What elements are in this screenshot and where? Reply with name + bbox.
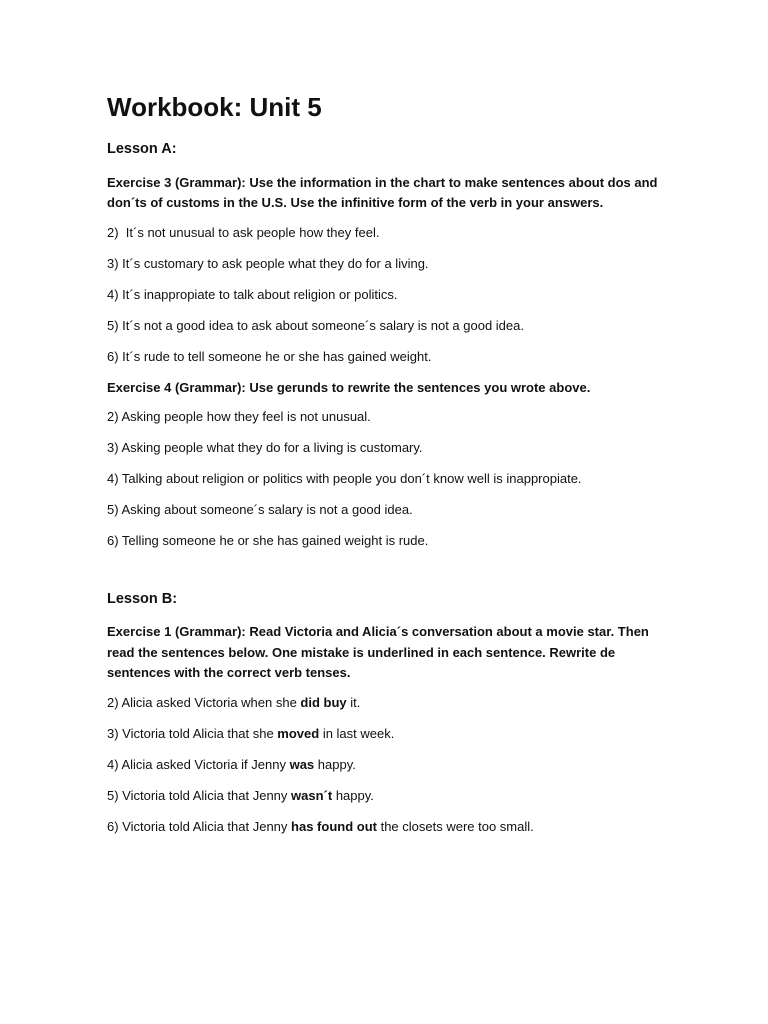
exercise-4-instruction: Exercise 4 (Grammar): Use gerunds to rewrite the sentences you wrote above.	[107, 379, 591, 395]
corrected-verb: was	[289, 756, 315, 772]
answer-text: happy.	[332, 787, 374, 803]
exercise-4-answer-5: 5) Asking about someone´s salary is not a good idea.	[107, 502, 413, 518]
lesson-a-section	[107, 141, 667, 551]
exercise-3-instruction: Exercise 3 (Grammar): Use the information in the chart to make sentences about dos and don´ts of customs in the U.S. Use the infinitive form of the verb in your answers.	[107, 174, 658, 211]
exercise-1-answer-3	[107, 724, 667, 744]
answer-text: the closets were too small.	[376, 818, 534, 834]
lesson-a-heading: Lesson A:	[107, 141, 177, 158]
corrected-verb: moved	[277, 725, 320, 741]
document-body	[107, 92, 667, 848]
exercise-3-answer-3: 3) It´s customary to ask people what they do for a living.	[107, 255, 429, 271]
corrected-verb: wasn´t	[291, 787, 333, 803]
answer-text: in last week.	[319, 725, 395, 741]
exercise-3-answer-2: 2) It´s not unusual to ask people how they feel.	[107, 224, 380, 240]
exercise-1-answer-5	[107, 786, 667, 806]
lesson-b-section	[107, 591, 667, 837]
exercise-4-answer-6: 6) Telling someone he or she has gained weight is rude.	[107, 533, 429, 549]
answer-text: 5) Victoria told Alicia that Jenny	[107, 787, 292, 803]
exercise-3-answer-6: 6) It´s rude to tell someone he or she has gained weight.	[107, 348, 432, 364]
exercise-1-answer-6	[107, 817, 667, 837]
answer-text: happy.	[314, 756, 356, 772]
answer-text: it.	[346, 694, 361, 710]
exercise-3-answer-5: 5) It´s not a good idea to ask about someone´s salary is not a good idea.	[107, 317, 524, 333]
answer-text: 2) Alicia asked Victoria when she	[107, 694, 301, 710]
exercise-1-instruction: Exercise 1 (Grammar): Read Victoria and Alicia´s conversation about a movie star. Then read the sentences below. One mistake is underlined in each sentence. Rewrite de sentences with the correct verb tenses.	[107, 624, 649, 681]
exercise-1-answer-4	[107, 755, 667, 775]
exercise-4-answer-3: 3) Asking people what they do for a living is customary.	[107, 440, 423, 456]
exercise-4-answer-4: 4) Talking about religion or politics with people you don´t know well is inappropiate.	[107, 471, 582, 487]
exercise-3-answer-4: 4) It´s inappropiate to talk about religion or politics.	[107, 286, 398, 302]
answer-text: 6) Victoria told Alicia that Jenny	[107, 818, 292, 834]
answer-text: 4) Alicia asked Victoria if Jenny	[107, 756, 290, 772]
exercise-4-answer-2: 2) Asking people how they feel is not unusual.	[107, 409, 371, 425]
document-title: Workbook: Unit 5	[107, 92, 322, 122]
lesson-b-heading: Lesson B:	[107, 591, 178, 608]
corrected-verb: has found out	[291, 818, 377, 834]
corrected-verb: did buy	[300, 694, 347, 710]
exercise-1-answer-2	[107, 693, 667, 713]
answer-text: 3) Victoria told Alicia that she	[107, 725, 278, 741]
